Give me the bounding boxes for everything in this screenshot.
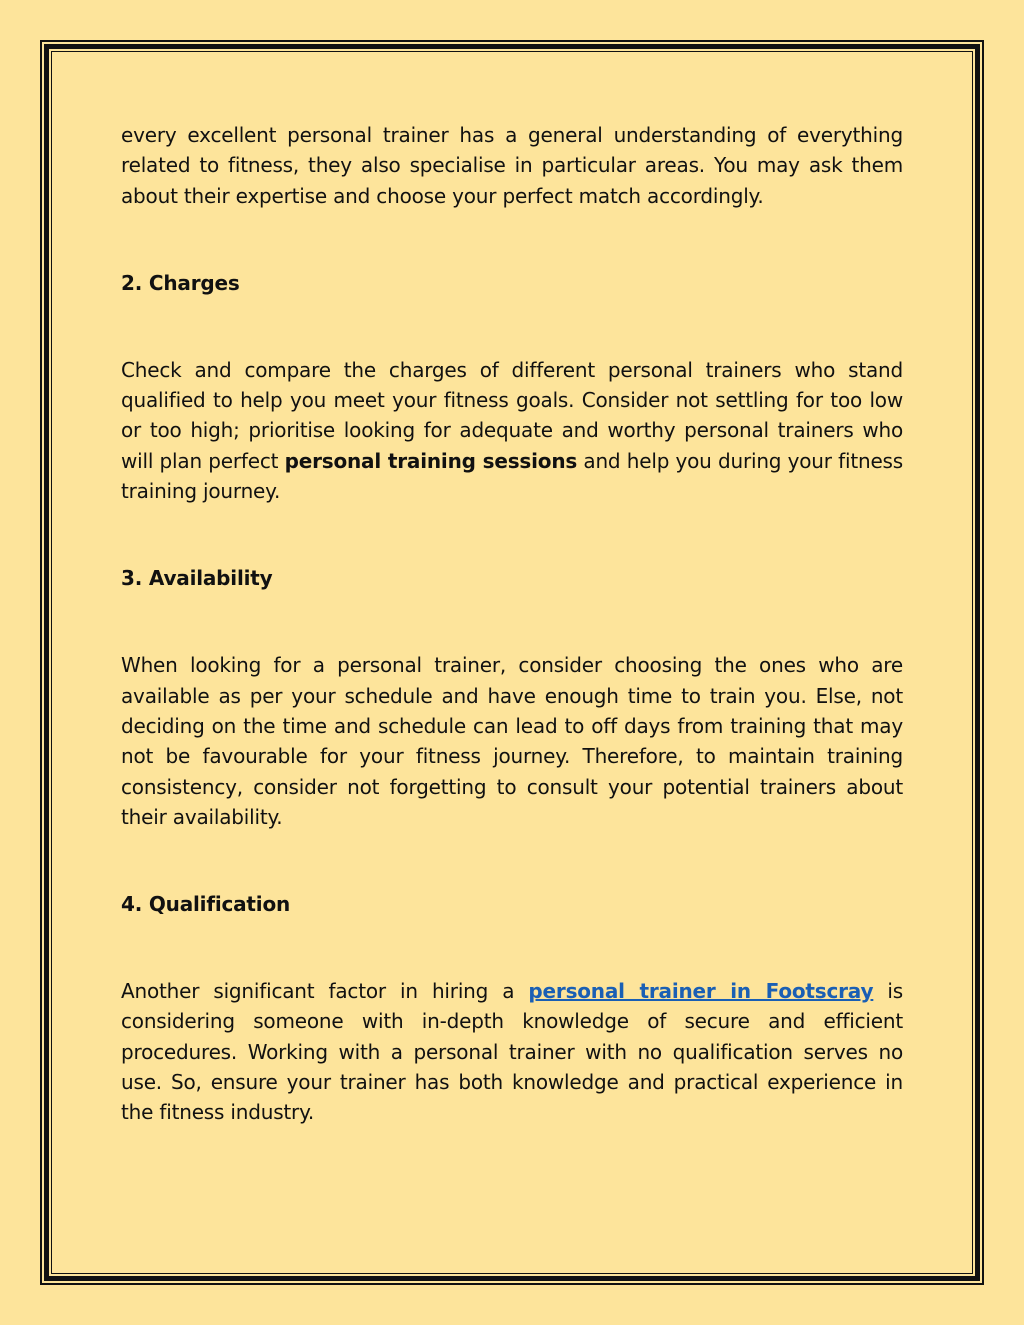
qualification-text-after: is considering someone with in-depth knowledge of secure and efficient procedures. Working with a personal trainer with no qualification serves no use. So, ensure your trainer has both knowledge and practical experience in the fitness industry. <box>121 979 903 1125</box>
section-heading-charges: 2. Charges <box>121 270 240 295</box>
section-heading-availability: 3. Availability <box>121 566 273 591</box>
document-body <box>121 120 903 1128</box>
qualification-text-before: Another significant factor in hiring a <box>121 979 529 1004</box>
section-heading-qualification: 4. Qualification <box>121 892 291 917</box>
charges-text-before: Check and compare the charges of different personal trainers who stand qualified to help you meet your fitness goals. Consider not settling for too low or too high; prioritise looking for adequate and worthy personal trainers who will plan perfect <box>121 357 903 473</box>
personal-training-sessions-emphasis: personal training sessions <box>284 448 578 473</box>
qualification-paragraph <box>121 976 903 1127</box>
availability-paragraph: When looking for a personal trainer, consider choosing the ones who are available as per your schedule and have enough time to train you. Else, not deciding on the time and schedule can lead to off days from training that may not be favourable for your fitness journey. Therefore, to maintain training consistency, consider not forgetting to consult your potential trainers about their availability. <box>121 653 903 829</box>
personal-trainer-footscray-link[interactable]: personal trainer in Footscray <box>528 979 874 1004</box>
charges-paragraph <box>121 355 903 506</box>
charges-text-after: and help you during your fitness training journey. <box>121 448 903 504</box>
intro-paragraph: every excellent personal trainer has a general understanding of everything related to fitness, they also specialise in particular areas. You may ask them about their expertise and choose your perfect match accordingly. <box>121 123 903 208</box>
